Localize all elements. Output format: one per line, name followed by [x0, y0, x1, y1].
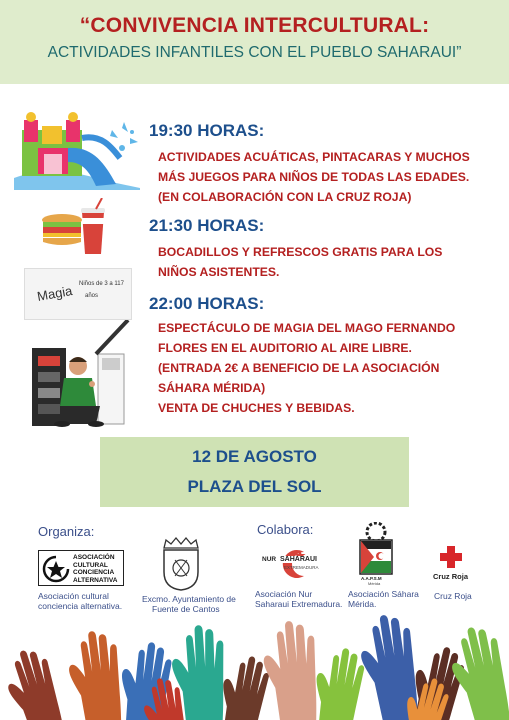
- logo-text-line: ASOCIACIÓN: [73, 554, 115, 561]
- red-cross-icon: [440, 546, 462, 568]
- star-icon: [42, 555, 70, 583]
- schedule-desc-line: FLORES EN EL AUDITORIO AL AIRE LIBRE.: [158, 341, 412, 355]
- sahara-logo-text: A.A.P.S.M: [361, 576, 382, 581]
- raised-hands-illustration: [0, 610, 509, 720]
- hand-shape: [64, 628, 130, 720]
- schedule-desc-line: (ENTRADA 2€ A BENEFICIO DE LA ASOCIACIÓN: [158, 361, 440, 375]
- schedule-desc-line: ESPECTÁCULO DE MAGIA DEL MAGO FERNANDO: [158, 321, 456, 335]
- organiza-caption-1: [38, 591, 122, 611]
- hand-shape: [0, 644, 75, 720]
- nur-logo-sub: EXTREMADURA: [284, 565, 319, 570]
- sahara-merida-emblem-icon: [356, 522, 396, 578]
- cruz-roja-logo-text: Cruz Roja: [433, 572, 469, 581]
- nur-crescent-star-icon: [280, 546, 308, 580]
- magician-illustration: [32, 320, 132, 428]
- magic-sign-line2: años: [85, 293, 99, 299]
- schedule-time-3: 22:00 HORAS:: [149, 294, 265, 313]
- magic-sign-word: Magia: [35, 283, 74, 304]
- schedule-desc-2: [158, 242, 442, 282]
- ayuntamiento-coat-of-arms-icon: [158, 536, 204, 592]
- cruz-roja-logo: [432, 546, 470, 584]
- logo-text-line: CULTURAL: [73, 561, 108, 569]
- colabora-caption-2: [348, 589, 419, 609]
- schedule-desc-3: [158, 318, 455, 418]
- schedule-desc-line: MÁS JUEGOS PARA NIÑOS DE TODAS LAS EDADES.: [158, 170, 470, 184]
- schedule-desc-line: BOCADILLOS Y REFRESCOS GRATIS PARA LOS: [158, 245, 443, 259]
- event-place: PLAZA DEL SOL: [187, 477, 322, 496]
- logo-text-line: ALTERNATIVA: [73, 576, 118, 584]
- hand-shape: [355, 611, 428, 720]
- caption-line: Asociación Nur: [255, 589, 313, 599]
- caption-line: Fuente de Cantos: [152, 604, 220, 614]
- schedule-time-1: 19:30 HORAS:: [149, 121, 265, 140]
- magic-sign: [24, 268, 132, 320]
- schedule-desc-1: [158, 147, 470, 207]
- nur-saharaui-logo: [262, 546, 324, 582]
- sahara-merida-logo: [356, 522, 396, 586]
- organiza-label: Organiza:: [38, 524, 95, 539]
- poster-subtitle: ACTIVIDADES INFANTILES CON EL PUEBLO SAHARAUI”: [47, 44, 462, 61]
- conciencia-logo-text: [73, 554, 117, 584]
- nur-logo-top: NUR: [262, 556, 277, 563]
- header-banner: [0, 0, 509, 84]
- event-banner: [100, 437, 409, 507]
- colabora-caption-3: [434, 591, 472, 601]
- caption-line: Excmo. Ayuntamiento de: [142, 594, 236, 604]
- bouncy-castle-illustration: [12, 108, 142, 190]
- schedule-desc-line: (EN COLABORACIÓN CON LA CRUZ ROJA): [158, 190, 412, 204]
- caption-line: conciencia alternativa.: [38, 601, 123, 611]
- magic-sign-line1: Niños de 3 a 117: [79, 281, 124, 287]
- schedule-desc-line: ACTIVIDADES ACUÁTICAS, PINTACARAS Y MUCHOS: [158, 150, 470, 164]
- logo-text-line: CONCIENCIA: [73, 569, 115, 576]
- sandwich-drink-illustration: [40, 198, 108, 256]
- schedule-time-2: 21:30 HORAS:: [149, 216, 265, 235]
- caption-line: Asociación cultural: [38, 591, 109, 601]
- nur-logo-main: SAHARAUI: [280, 556, 317, 563]
- schedule-desc-line: SÁHARA MÉRIDA): [158, 381, 266, 395]
- schedule-desc-line: VENTA DE CHUCHES Y BEBIDAS.: [158, 401, 355, 415]
- conciencia-alternativa-logo: [38, 550, 124, 586]
- caption-line: Asociación Sáhara: [348, 589, 419, 599]
- colabora-label: Colabora:: [257, 522, 314, 537]
- caption-line: Saharaui Extremadura.: [255, 599, 343, 609]
- caption-line: Cruz Roja: [434, 591, 472, 601]
- schedule-desc-line: NIÑOS ASISTENTES.: [158, 265, 280, 279]
- sahara-logo-sub: Mérida: [368, 581, 381, 586]
- poster-title: “CONVIVENCIA INTERCULTURAL:: [79, 14, 430, 37]
- colabora-caption-1: [255, 589, 342, 609]
- caption-line: Mérida.: [348, 599, 377, 609]
- hand-shape: [260, 619, 325, 720]
- event-date: 12 DE AGOSTO: [192, 447, 317, 466]
